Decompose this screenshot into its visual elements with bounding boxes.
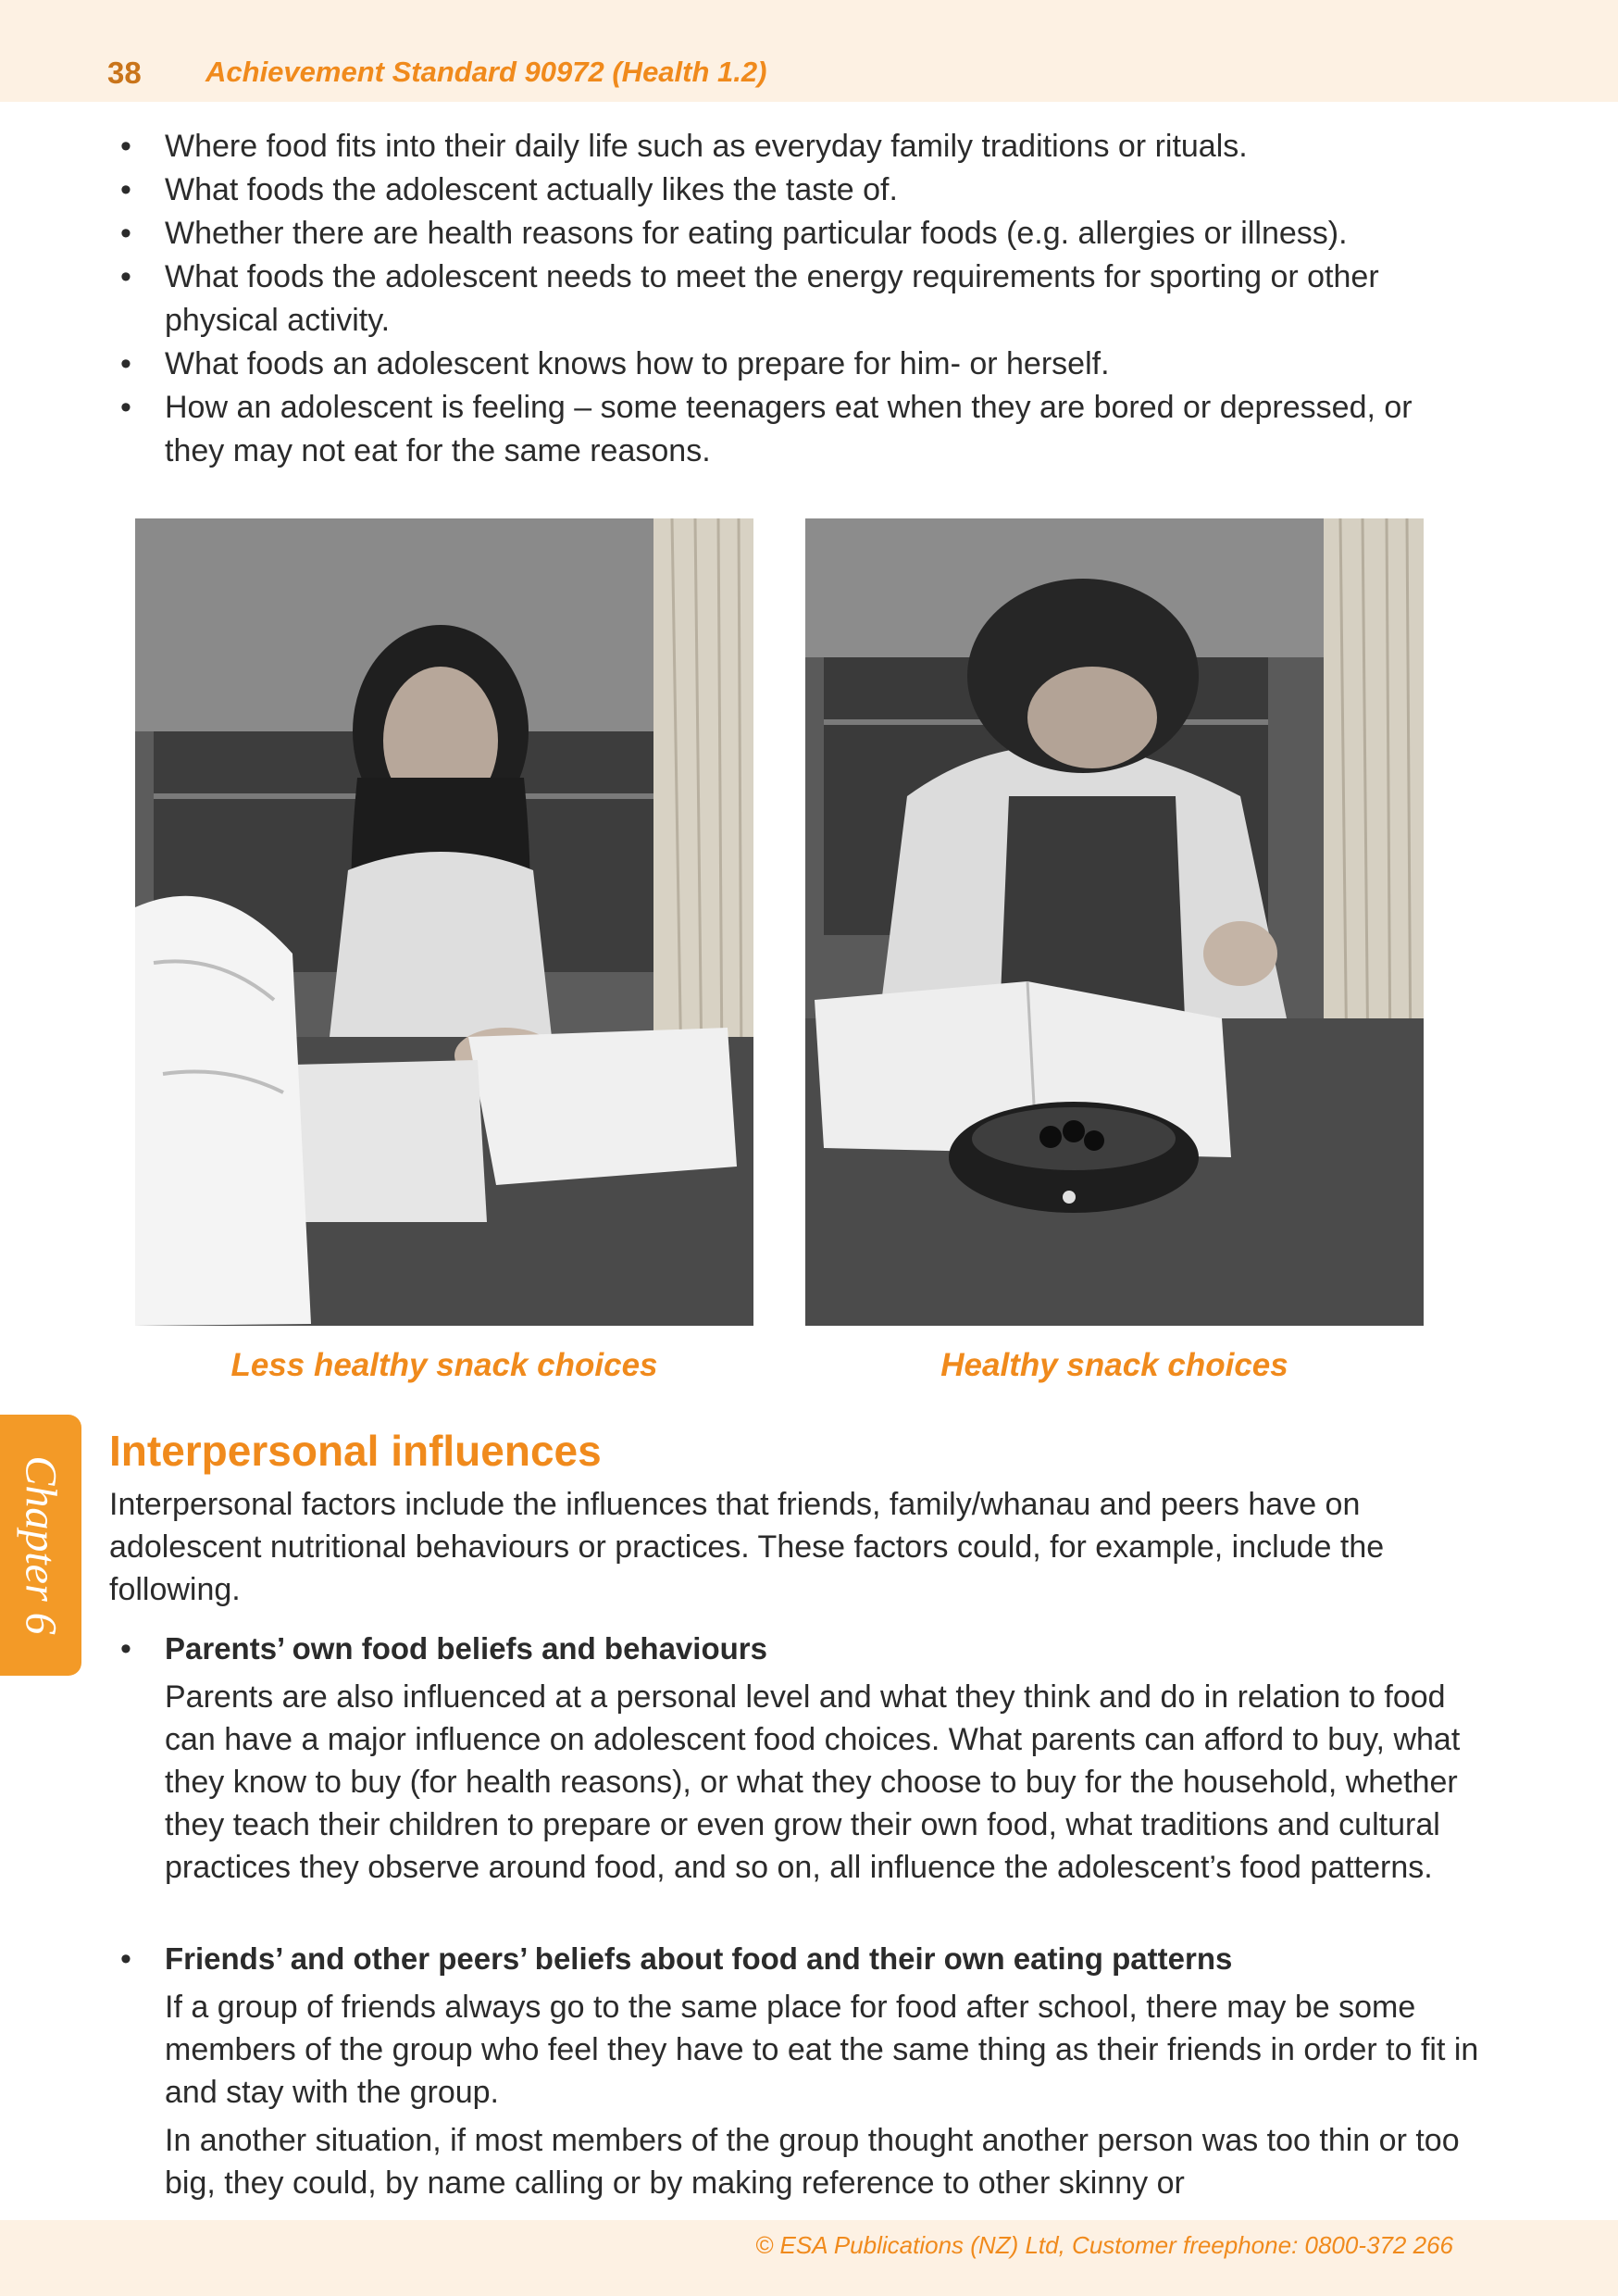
section-intro: Interpersonal factors include the influences that friends, family/whanau and peers have on adolescent nutritional behaviours or practices. These factors could, for example, include the following. [109,1487,1385,1607]
footer-copyright: © ESA Publications (NZ) Ltd, Customer freephone: 0800-372 266 [755,2231,1453,2259]
subsection-paragraph: Parents are also influenced at a personal level and what they think and do in relation to food can have a major influence on adolescent food choices. What parents can afford to buy, what they know to buy (for health reasons), or what they choose to buy for the household, whether they teach their children to prepare or even grow their own food, what traditions and cultural practices they observe around food, and so on, all influence the adolescent’s food patterns. [165,1679,1461,1885]
page-number: 38 [107,56,142,90]
photo-healthy-snack [805,518,1424,1326]
list-item: • How an adolescent is feeling – some teenagers eat when they are bored or depressed, or they may not eat for the same reasons. [109,386,1479,473]
subsection-paragraph: In another situation, if most members of the group thought another person was too thin or too big, they could, by name calling or by making reference to other skinny or [165,2123,1460,2201]
subsection-heading: • Friends’ and other peers’ beliefs about food and their own eating patterns [109,1938,1498,1980]
subsection-paragraph: If a group of friends always go to the same place for food after school, there may be some members of the group who feel they have to eat the same thing as their friends in order to fit in and stay with the group. [165,1990,1479,2110]
top-bullet-list [109,125,1479,473]
page-header-title: Achievement Standard 90972 (Health 1.2) [205,56,767,88]
subsection-parents [109,1628,1498,1889]
list-item: • What foods the adolescent actually likes the taste of. [109,168,1479,212]
list-item: • What foods the adolescent needs to meet the energy requirements for sporting or other physical activity. [109,256,1479,343]
chapter-tab-label: Chapter 6 [16,1455,66,1635]
caption-less-healthy: Less healthy snack choices [230,1347,658,1383]
photo-less-healthy-illustration [135,518,753,1326]
caption-healthy: Healthy snack choices [940,1347,1288,1383]
photo-less-healthy-snack [135,518,753,1326]
list-item: • Whether there are health reasons for eating particular foods (e.g. allergies or illness). [109,212,1479,256]
section-heading: Interpersonal influences [109,1427,602,1475]
photo-healthy-illustration [805,518,1424,1326]
subsection-friends [109,1938,1498,2204]
list-item: • Where food fits into their daily life such as everyday family traditions or rituals. [109,125,1479,168]
subsection-heading: • Parents’ own food beliefs and behaviours [109,1628,1498,1670]
chapter-tab[interactable] [0,1415,81,1676]
list-item: • What foods an adolescent knows how to prepare for him- or herself. [109,343,1479,386]
